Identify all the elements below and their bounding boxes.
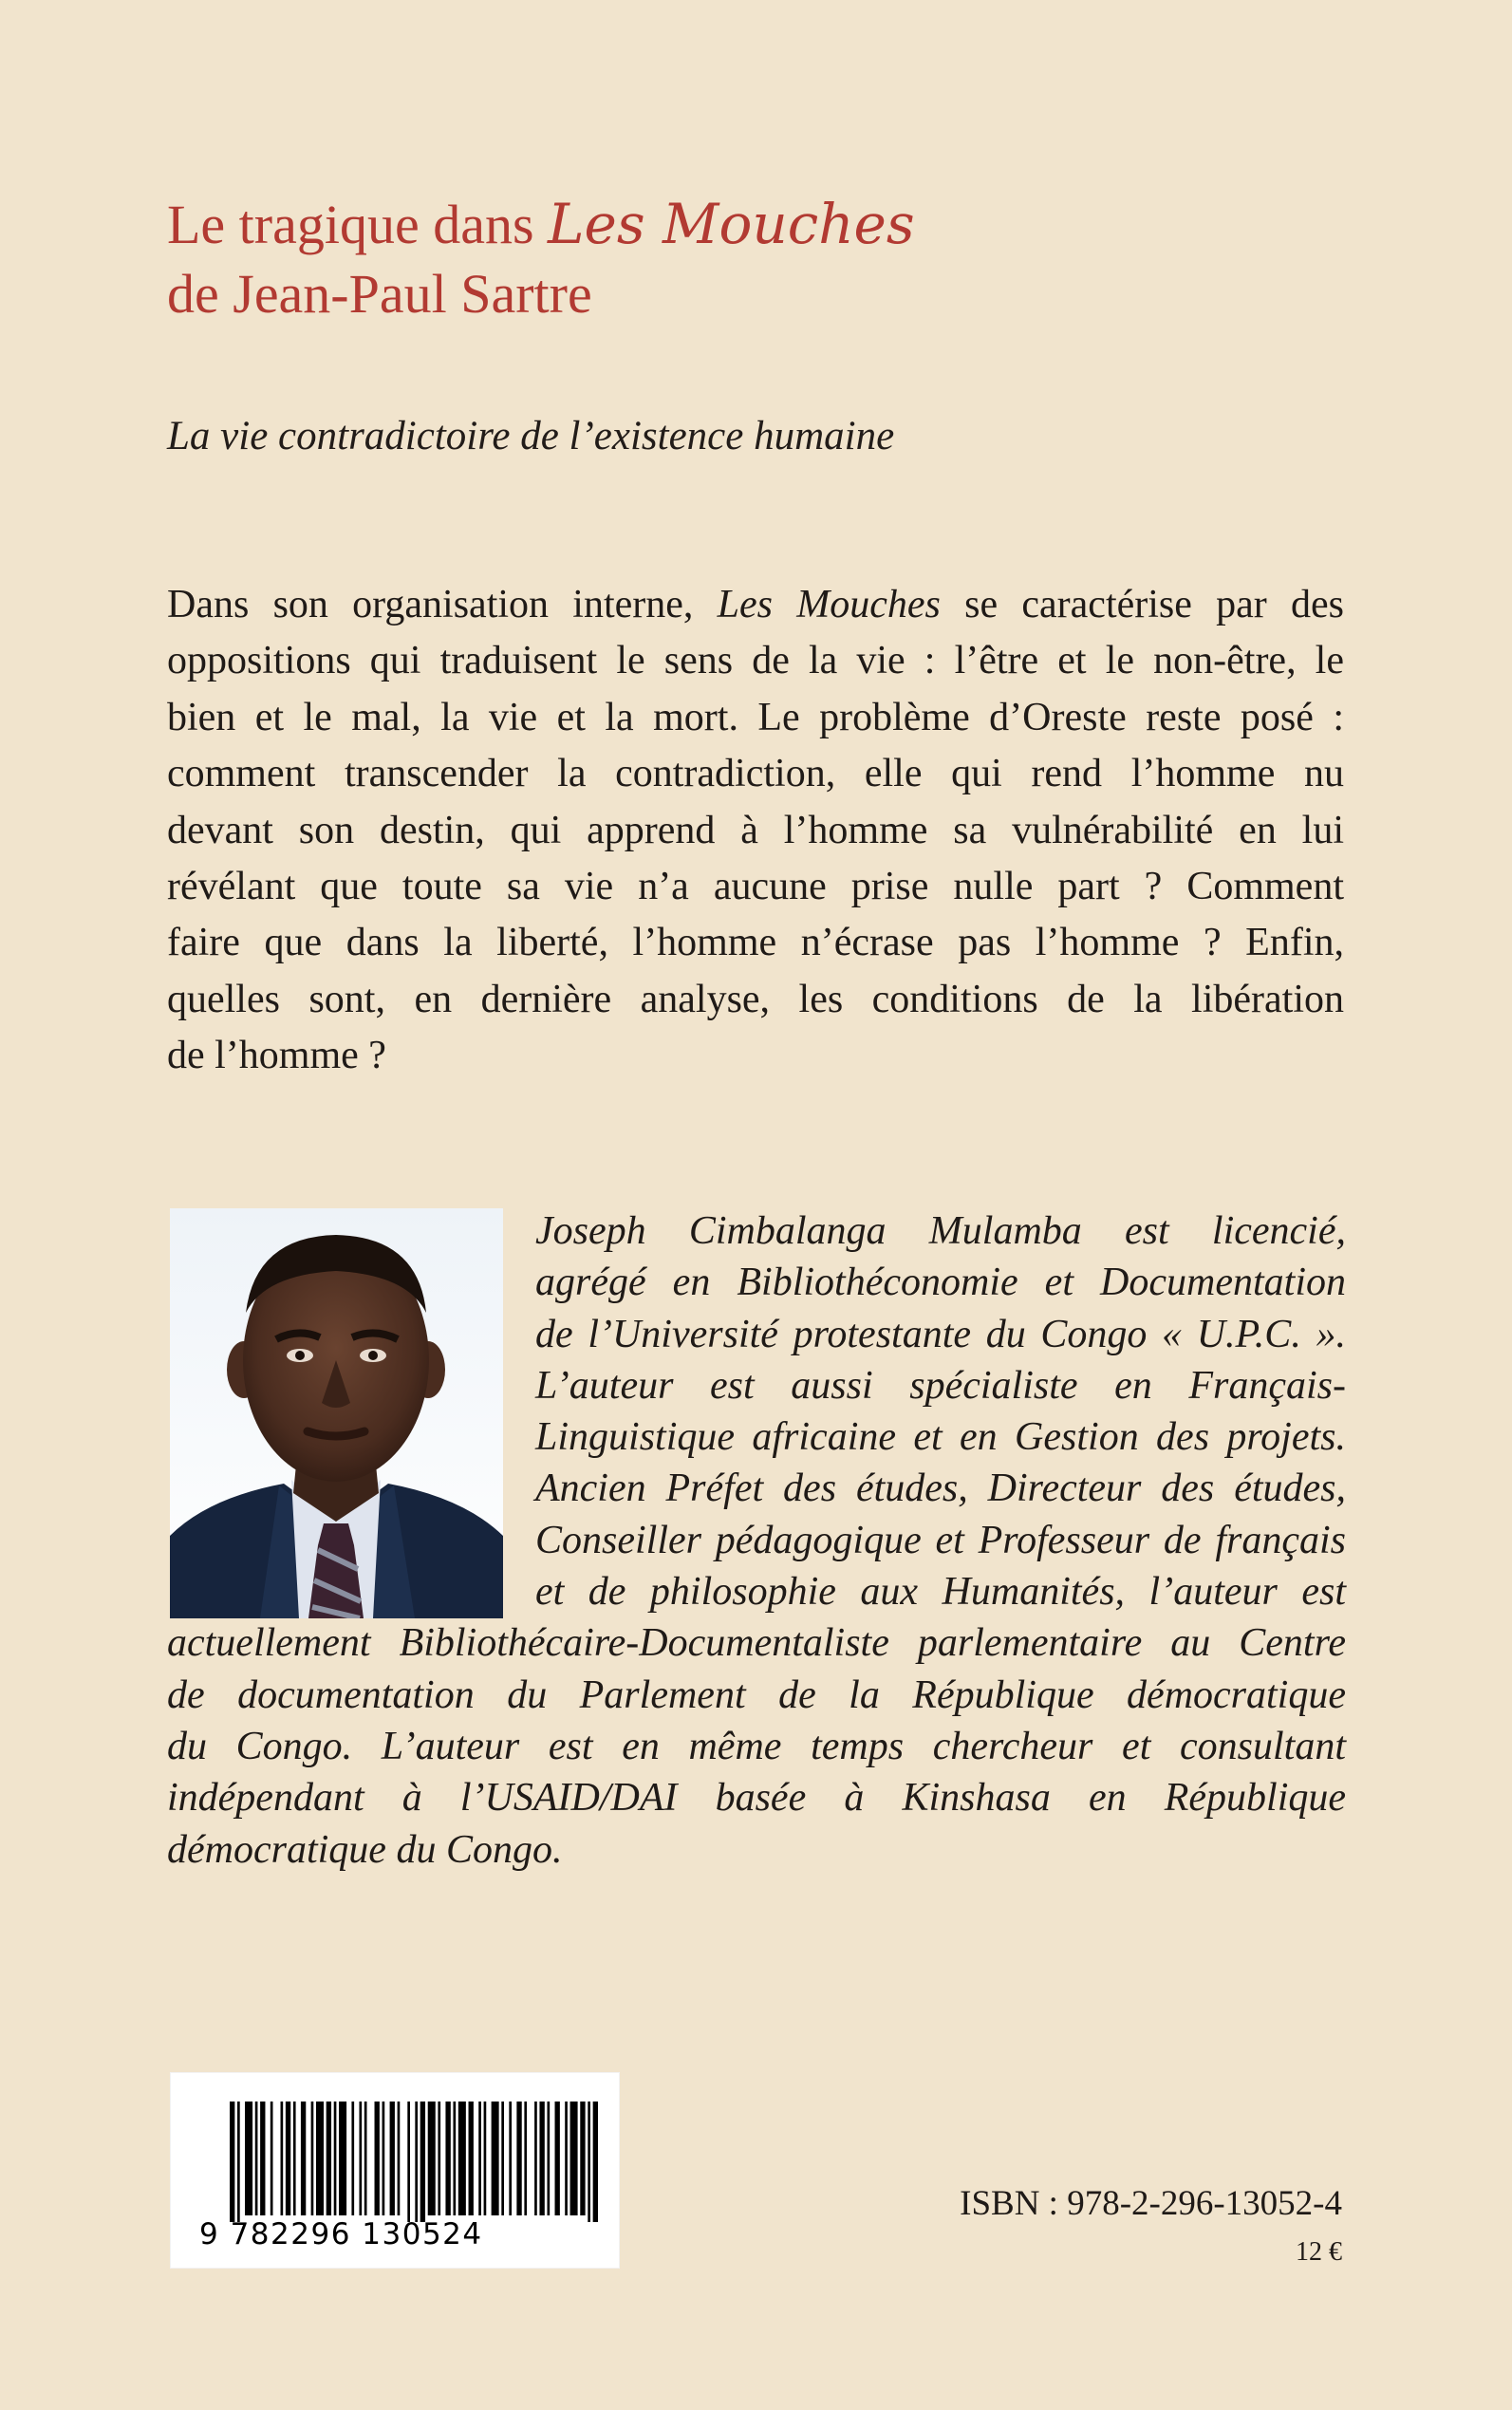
barcode-bar — [501, 2102, 504, 2215]
barcode-bar — [316, 2102, 324, 2215]
bio-line-7: Conseiller pédagogique et Professeur de français — [535, 1518, 1346, 1562]
barcode-bar — [428, 2102, 436, 2215]
barcode-bar — [311, 2102, 314, 2215]
summary-line-1 — [167, 577, 1344, 633]
barcode-bar — [255, 2102, 258, 2215]
barcode-bar — [281, 2102, 284, 2215]
isbn-number: ISBN : 978-2-296-13052-4 — [960, 2184, 1342, 2223]
barcode-bar — [390, 2102, 395, 2215]
barcode-bar — [398, 2102, 401, 2215]
book-title — [167, 190, 1306, 328]
barcode-bar — [469, 2102, 474, 2215]
barcode-bar — [407, 2102, 410, 2222]
summary-line-6: révélant que toute sa vie n’a aucune prise nulle part ? Comment — [167, 865, 1344, 909]
title-prefix: Le tragique dans — [167, 194, 549, 255]
barcode-bar — [339, 2102, 346, 2215]
barcode-bar — [458, 2102, 466, 2215]
summary-line-8: quelles sont, en dernière analyse, les conditions de la libération — [167, 977, 1344, 1021]
summary-line-7: faire que dans la liberté, l’homme n’écrase pas l’homme ? Enfin, — [167, 921, 1344, 965]
book-price: 12 € — [1296, 2237, 1342, 2267]
barcode-bar — [539, 2102, 544, 2215]
bio-line-10: de documentation du Parlement de la République démocratique — [167, 1672, 1346, 1717]
barcode-bar — [547, 2102, 550, 2215]
book-subtitle: La vie contradictoire de l’existence humaine — [167, 414, 895, 458]
summary-line-9: de l’homme ? — [167, 1034, 386, 1078]
barcode-bar — [383, 2102, 385, 2215]
summary-line-1-work: Les Mouches — [717, 583, 941, 626]
barcode-bar — [516, 2102, 521, 2215]
barcode-bar — [492, 2102, 499, 2215]
summary-line-1-post: se caractérise par des — [964, 583, 1345, 626]
bio-line-4: L’auteur est aussi spécialiste en Français- — [535, 1363, 1346, 1408]
barcode-bar — [286, 2102, 290, 2215]
summary-line-5: devant son destin, qui apprend à l’homme sa vulnérabilité en lui — [167, 808, 1344, 852]
barcode-bar — [509, 2102, 512, 2215]
bio-line-12: indépendant à l’USAID/DAI basée à Kinshasa en République — [167, 1776, 1346, 1821]
title-line-2: de Jean-Paul Sartre — [167, 263, 592, 325]
barcode-bar — [484, 2102, 487, 2215]
bio-line-8: et de philosophie aux Humanités, l’auteur est — [535, 1570, 1346, 1615]
barcode-bar — [555, 2102, 560, 2215]
summary-line-2: oppositions qui traduisent le sens de la vie : l’être et le non-être, le — [167, 639, 1344, 683]
book-summary — [167, 577, 1344, 1085]
barcode-bar — [588, 2102, 590, 2222]
bio-line-13: démocratique du Congo. — [167, 1827, 563, 1872]
barcode-bar — [438, 2102, 440, 2215]
barcode-bar — [565, 2102, 568, 2215]
barcode-bar — [334, 2102, 337, 2215]
barcode-bar — [415, 2102, 418, 2222]
barcode-bar — [245, 2102, 252, 2215]
summary-line-3: bien et le mal, la vie et la mort. Le problème d’Oreste reste posé : — [167, 695, 1344, 739]
barcode-bar — [580, 2102, 585, 2215]
bio-line-3: de l’Université protestante du Congo « U.P.C. ». — [535, 1312, 1346, 1356]
bio-line-11: du Congo. L’auteur est en même temps chercheur et consultant — [167, 1724, 1346, 1768]
isbn-barcode — [170, 2072, 620, 2269]
author-biography — [167, 1205, 1346, 1876]
barcode-bar — [237, 2102, 240, 2222]
barcode-bar — [364, 2102, 367, 2215]
bio-line-1: Joseph Cimbalanga Mulamba est licencié, — [535, 1209, 1346, 1253]
barcode-bar — [445, 2102, 450, 2215]
summary-line-4: comment transcender la contradiction, elle qui rend l’homme nu — [167, 752, 1344, 796]
barcode-bar — [524, 2102, 527, 2215]
barcode-bar — [593, 2102, 598, 2222]
summary-line-1-pre: Dans son organisation interne, — [167, 583, 694, 626]
barcode-bar — [534, 2102, 537, 2215]
barcode-bar — [271, 2102, 273, 2215]
title-italic-work: Les Mouches — [548, 192, 915, 256]
barcode-bar — [260, 2102, 265, 2215]
barcode-bars — [230, 2102, 598, 2222]
bio-line-6: Ancien Préfet des études, Directeur des études, — [535, 1467, 1346, 1511]
bio-line-2: agrégé en Bibliothéconomie et Documentation — [535, 1261, 1346, 1305]
bio-line-5: Linguistique africaine et en Gestion des projets. — [535, 1415, 1346, 1460]
barcode-bar — [453, 2102, 456, 2215]
barcode-bar — [570, 2102, 578, 2215]
barcode-bar — [359, 2102, 362, 2215]
barcode-digits: 9 782296 130524 — [199, 2217, 483, 2251]
barcode-bar — [351, 2102, 354, 2215]
bio-line-9: actuellement Bibliothécaire-Documentaliste parlementaire au Centre — [167, 1621, 1346, 1666]
barcode-bar — [375, 2102, 380, 2215]
barcode-bar — [327, 2102, 331, 2215]
barcode-bar — [301, 2102, 306, 2215]
barcode-bar — [230, 2102, 234, 2222]
barcode-bar — [293, 2102, 296, 2215]
barcode-bar — [478, 2102, 481, 2215]
barcode-bar — [420, 2102, 425, 2222]
